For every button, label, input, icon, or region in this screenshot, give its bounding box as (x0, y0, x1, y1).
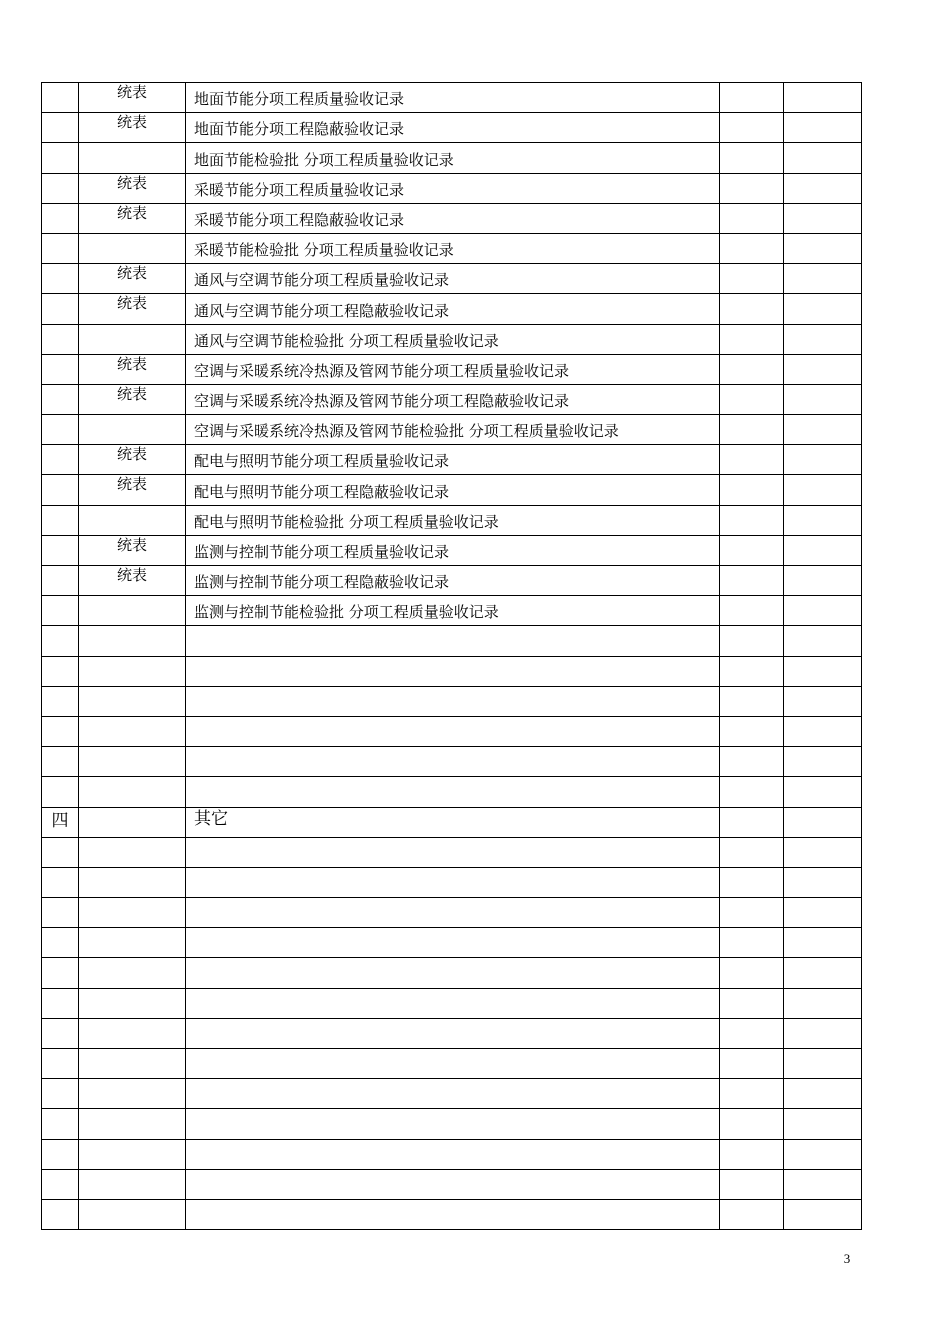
record-name-cell: 配电与照明节能检验批 分项工程质量验收记录 (186, 505, 720, 535)
form-type-cell (79, 1018, 186, 1048)
table-row (42, 1139, 862, 1169)
form-type-cell (79, 837, 186, 867)
record-name-cell (186, 1139, 720, 1169)
record-name-cell (186, 777, 720, 807)
record-name-cell (186, 656, 720, 686)
blank-cell (784, 807, 862, 837)
record-name-cell: 空调与采暖系统冷热源及管网节能分项工程质量验收记录 (186, 354, 720, 384)
form-type-cell: 统表 (79, 173, 186, 203)
blank-cell (720, 83, 784, 113)
table-row (42, 626, 862, 656)
blank-cell (784, 1109, 862, 1139)
blank-cell (784, 867, 862, 897)
blank-cell (784, 898, 862, 928)
record-name-cell: 采暖节能分项工程隐蔽验收记录 (186, 203, 720, 233)
blank-cell (784, 264, 862, 294)
record-name-cell (186, 958, 720, 988)
blank-cell (784, 716, 862, 746)
blank-cell (784, 203, 862, 233)
form-type-cell (79, 958, 186, 988)
record-name-cell (186, 1018, 720, 1048)
blank-cell (784, 1199, 862, 1229)
blank-cell (720, 1109, 784, 1139)
blank-cell (720, 807, 784, 837)
row-number-cell (42, 83, 79, 113)
table-row (42, 173, 862, 203)
table-row (42, 384, 862, 414)
blank-cell (720, 747, 784, 777)
table-row (42, 566, 862, 596)
blank-cell (720, 1049, 784, 1079)
blank-cell (784, 988, 862, 1018)
record-list-table (41, 82, 862, 1230)
blank-cell (720, 535, 784, 565)
table-row (42, 445, 862, 475)
form-type-cell (79, 747, 186, 777)
form-type-cell (79, 807, 186, 837)
row-number-cell (42, 867, 79, 897)
form-type-cell: 统表 (79, 354, 186, 384)
blank-cell (720, 143, 784, 173)
blank-cell (720, 505, 784, 535)
table-row (42, 747, 862, 777)
section-row (42, 807, 862, 837)
form-type-cell (79, 1199, 186, 1229)
table-row (42, 867, 862, 897)
record-name-cell: 采暖节能检验批 分项工程质量验收记录 (186, 233, 720, 263)
form-type-cell (79, 415, 186, 445)
row-number-cell (42, 777, 79, 807)
table-row (42, 264, 862, 294)
row-number-cell (42, 837, 79, 867)
record-name-cell (186, 716, 720, 746)
record-name-cell (186, 898, 720, 928)
blank-cell (784, 958, 862, 988)
record-name-cell: 配电与照明节能分项工程隐蔽验收记录 (186, 475, 720, 505)
blank-cell (784, 626, 862, 656)
blank-cell (720, 415, 784, 445)
blank-cell (720, 1079, 784, 1109)
record-name-cell: 监测与控制节能分项工程质量验收记录 (186, 535, 720, 565)
form-type-cell: 统表 (79, 294, 186, 324)
table-row (42, 1169, 862, 1199)
table-row (42, 596, 862, 626)
form-type-cell: 统表 (79, 445, 186, 475)
blank-cell (784, 837, 862, 867)
table-row (42, 988, 862, 1018)
record-name-cell: 地面节能分项工程隐蔽验收记录 (186, 113, 720, 143)
record-name-cell: 地面节能检验批 分项工程质量验收记录 (186, 143, 720, 173)
blank-cell (720, 898, 784, 928)
row-number-cell (42, 143, 79, 173)
record-name-cell: 监测与控制节能检验批 分项工程质量验收记录 (186, 596, 720, 626)
row-number-cell (42, 596, 79, 626)
record-name-cell (186, 928, 720, 958)
blank-cell (720, 686, 784, 716)
form-type-cell: 统表 (79, 203, 186, 233)
blank-cell (784, 596, 862, 626)
row-number-cell (42, 1079, 79, 1109)
row-number-cell (42, 233, 79, 263)
blank-cell (784, 566, 862, 596)
row-number-cell (42, 445, 79, 475)
form-type-cell (79, 596, 186, 626)
row-number-cell (42, 173, 79, 203)
blank-cell (720, 656, 784, 686)
blank-cell (720, 626, 784, 656)
blank-cell (784, 928, 862, 958)
record-name-cell (186, 837, 720, 867)
blank-cell (720, 566, 784, 596)
table-row (42, 535, 862, 565)
table-row (42, 294, 862, 324)
blank-cell (784, 1079, 862, 1109)
table-row (42, 324, 862, 354)
blank-cell (784, 505, 862, 535)
form-type-cell: 统表 (79, 566, 186, 596)
blank-cell (720, 928, 784, 958)
record-name-cell (186, 686, 720, 716)
row-number-cell (42, 686, 79, 716)
row-number-cell (42, 415, 79, 445)
record-name-cell: 监测与控制节能分项工程隐蔽验收记录 (186, 566, 720, 596)
blank-cell (784, 1018, 862, 1048)
blank-cell (784, 354, 862, 384)
blank-cell (784, 324, 862, 354)
form-type-cell: 统表 (79, 83, 186, 113)
form-type-cell (79, 1049, 186, 1079)
blank-cell (784, 173, 862, 203)
row-number-cell (42, 384, 79, 414)
blank-cell (720, 203, 784, 233)
table-row (42, 656, 862, 686)
form-type-cell: 统表 (79, 535, 186, 565)
blank-cell (720, 837, 784, 867)
table-row (42, 1079, 862, 1109)
page-number: 3 (843, 1251, 851, 1266)
table-row (42, 837, 862, 867)
form-type-cell: 统表 (79, 475, 186, 505)
row-number-cell (42, 928, 79, 958)
blank-cell (720, 988, 784, 1018)
table-row (42, 1018, 862, 1048)
table-row (42, 777, 862, 807)
blank-cell (784, 294, 862, 324)
blank-cell (784, 415, 862, 445)
table-row (42, 83, 862, 113)
blank-cell (784, 475, 862, 505)
record-name-cell (186, 1199, 720, 1229)
table-row (42, 203, 862, 233)
blank-cell (720, 1169, 784, 1199)
table-row (42, 716, 862, 746)
record-name-cell (186, 747, 720, 777)
row-number-cell (42, 988, 79, 1018)
blank-cell (720, 1018, 784, 1048)
record-name-cell (186, 988, 720, 1018)
blank-cell (720, 294, 784, 324)
blank-cell (720, 1139, 784, 1169)
blank-cell (720, 475, 784, 505)
table-row (42, 898, 862, 928)
form-type-cell (79, 988, 186, 1018)
table-row (42, 958, 862, 988)
blank-cell (720, 173, 784, 203)
row-number-cell (42, 294, 79, 324)
blank-cell (784, 686, 862, 716)
blank-cell (784, 83, 862, 113)
form-type-cell (79, 686, 186, 716)
row-number-cell (42, 1018, 79, 1048)
record-name-cell: 通风与空调节能分项工程隐蔽验收记录 (186, 294, 720, 324)
record-name-cell (186, 626, 720, 656)
row-number-cell (42, 535, 79, 565)
form-type-cell (79, 928, 186, 958)
table-row (42, 113, 862, 143)
blank-cell (784, 445, 862, 475)
table-row (42, 143, 862, 173)
blank-cell (784, 777, 862, 807)
record-name-cell: 地面节能分项工程质量验收记录 (186, 83, 720, 113)
blank-cell (720, 384, 784, 414)
row-number-cell (42, 203, 79, 233)
blank-cell (784, 535, 862, 565)
blank-cell (784, 747, 862, 777)
record-name-cell: 其它 (186, 807, 720, 837)
blank-cell (720, 264, 784, 294)
row-number-cell (42, 958, 79, 988)
blank-cell (784, 384, 862, 414)
form-type-cell (79, 898, 186, 928)
form-type-cell (79, 143, 186, 173)
record-name-cell: 通风与空调节能检验批 分项工程质量验收记录 (186, 324, 720, 354)
record-name-cell: 配电与照明节能分项工程质量验收记录 (186, 445, 720, 475)
blank-cell (720, 958, 784, 988)
table-row (42, 505, 862, 535)
row-number-cell (42, 716, 79, 746)
row-number-cell (42, 354, 79, 384)
form-type-cell (79, 1079, 186, 1109)
table-row (42, 686, 862, 716)
form-type-cell (79, 656, 186, 686)
form-type-cell (79, 716, 186, 746)
record-name-cell: 空调与采暖系统冷热源及管网节能检验批 分项工程质量验收记录 (186, 415, 720, 445)
record-list-body (42, 83, 862, 1230)
blank-cell (720, 354, 784, 384)
blank-cell (720, 233, 784, 263)
row-number-cell (42, 505, 79, 535)
form-type-cell (79, 1109, 186, 1139)
row-number-cell (42, 747, 79, 777)
form-type-cell (79, 233, 186, 263)
form-type-cell (79, 505, 186, 535)
blank-cell (784, 1169, 862, 1199)
row-number-cell (42, 1169, 79, 1199)
table-row (42, 415, 862, 445)
blank-cell (784, 143, 862, 173)
record-name-cell (186, 1109, 720, 1139)
table-row (42, 475, 862, 505)
blank-cell (784, 233, 862, 263)
table-row (42, 233, 862, 263)
blank-cell (720, 867, 784, 897)
row-number-cell (42, 1139, 79, 1169)
record-name-cell (186, 1049, 720, 1079)
form-type-cell: 统表 (79, 384, 186, 414)
blank-cell (784, 1049, 862, 1079)
table-row (42, 1109, 862, 1139)
form-type-cell: 统表 (79, 264, 186, 294)
blank-cell (784, 113, 862, 143)
form-type-cell (79, 867, 186, 897)
form-type-cell: 统表 (79, 113, 186, 143)
form-type-cell (79, 777, 186, 807)
row-number-cell: 四 (42, 807, 79, 837)
row-number-cell (42, 626, 79, 656)
blank-cell (784, 656, 862, 686)
row-number-cell (42, 475, 79, 505)
form-type-cell (79, 626, 186, 656)
record-name-cell: 采暖节能分项工程质量验收记录 (186, 173, 720, 203)
blank-cell (720, 716, 784, 746)
form-type-cell (79, 1139, 186, 1169)
row-number-cell (42, 113, 79, 143)
table-row (42, 1049, 862, 1079)
table-row (42, 1199, 862, 1229)
record-name-cell: 通风与空调节能分项工程质量验收记录 (186, 264, 720, 294)
blank-cell (720, 324, 784, 354)
record-name-cell: 空调与采暖系统冷热源及管网节能分项工程隐蔽验收记录 (186, 384, 720, 414)
row-number-cell (42, 264, 79, 294)
record-name-cell (186, 1169, 720, 1199)
record-name-cell (186, 1079, 720, 1109)
form-type-cell (79, 1169, 186, 1199)
blank-cell (720, 113, 784, 143)
blank-cell (720, 777, 784, 807)
row-number-cell (42, 566, 79, 596)
row-number-cell (42, 324, 79, 354)
row-number-cell (42, 1109, 79, 1139)
blank-cell (720, 445, 784, 475)
record-name-cell (186, 867, 720, 897)
form-type-cell (79, 324, 186, 354)
blank-cell (720, 596, 784, 626)
row-number-cell (42, 656, 79, 686)
blank-cell (784, 1139, 862, 1169)
table-row (42, 928, 862, 958)
row-number-cell (42, 898, 79, 928)
blank-cell (720, 1199, 784, 1229)
table-row (42, 354, 862, 384)
row-number-cell (42, 1049, 79, 1079)
row-number-cell (42, 1199, 79, 1229)
